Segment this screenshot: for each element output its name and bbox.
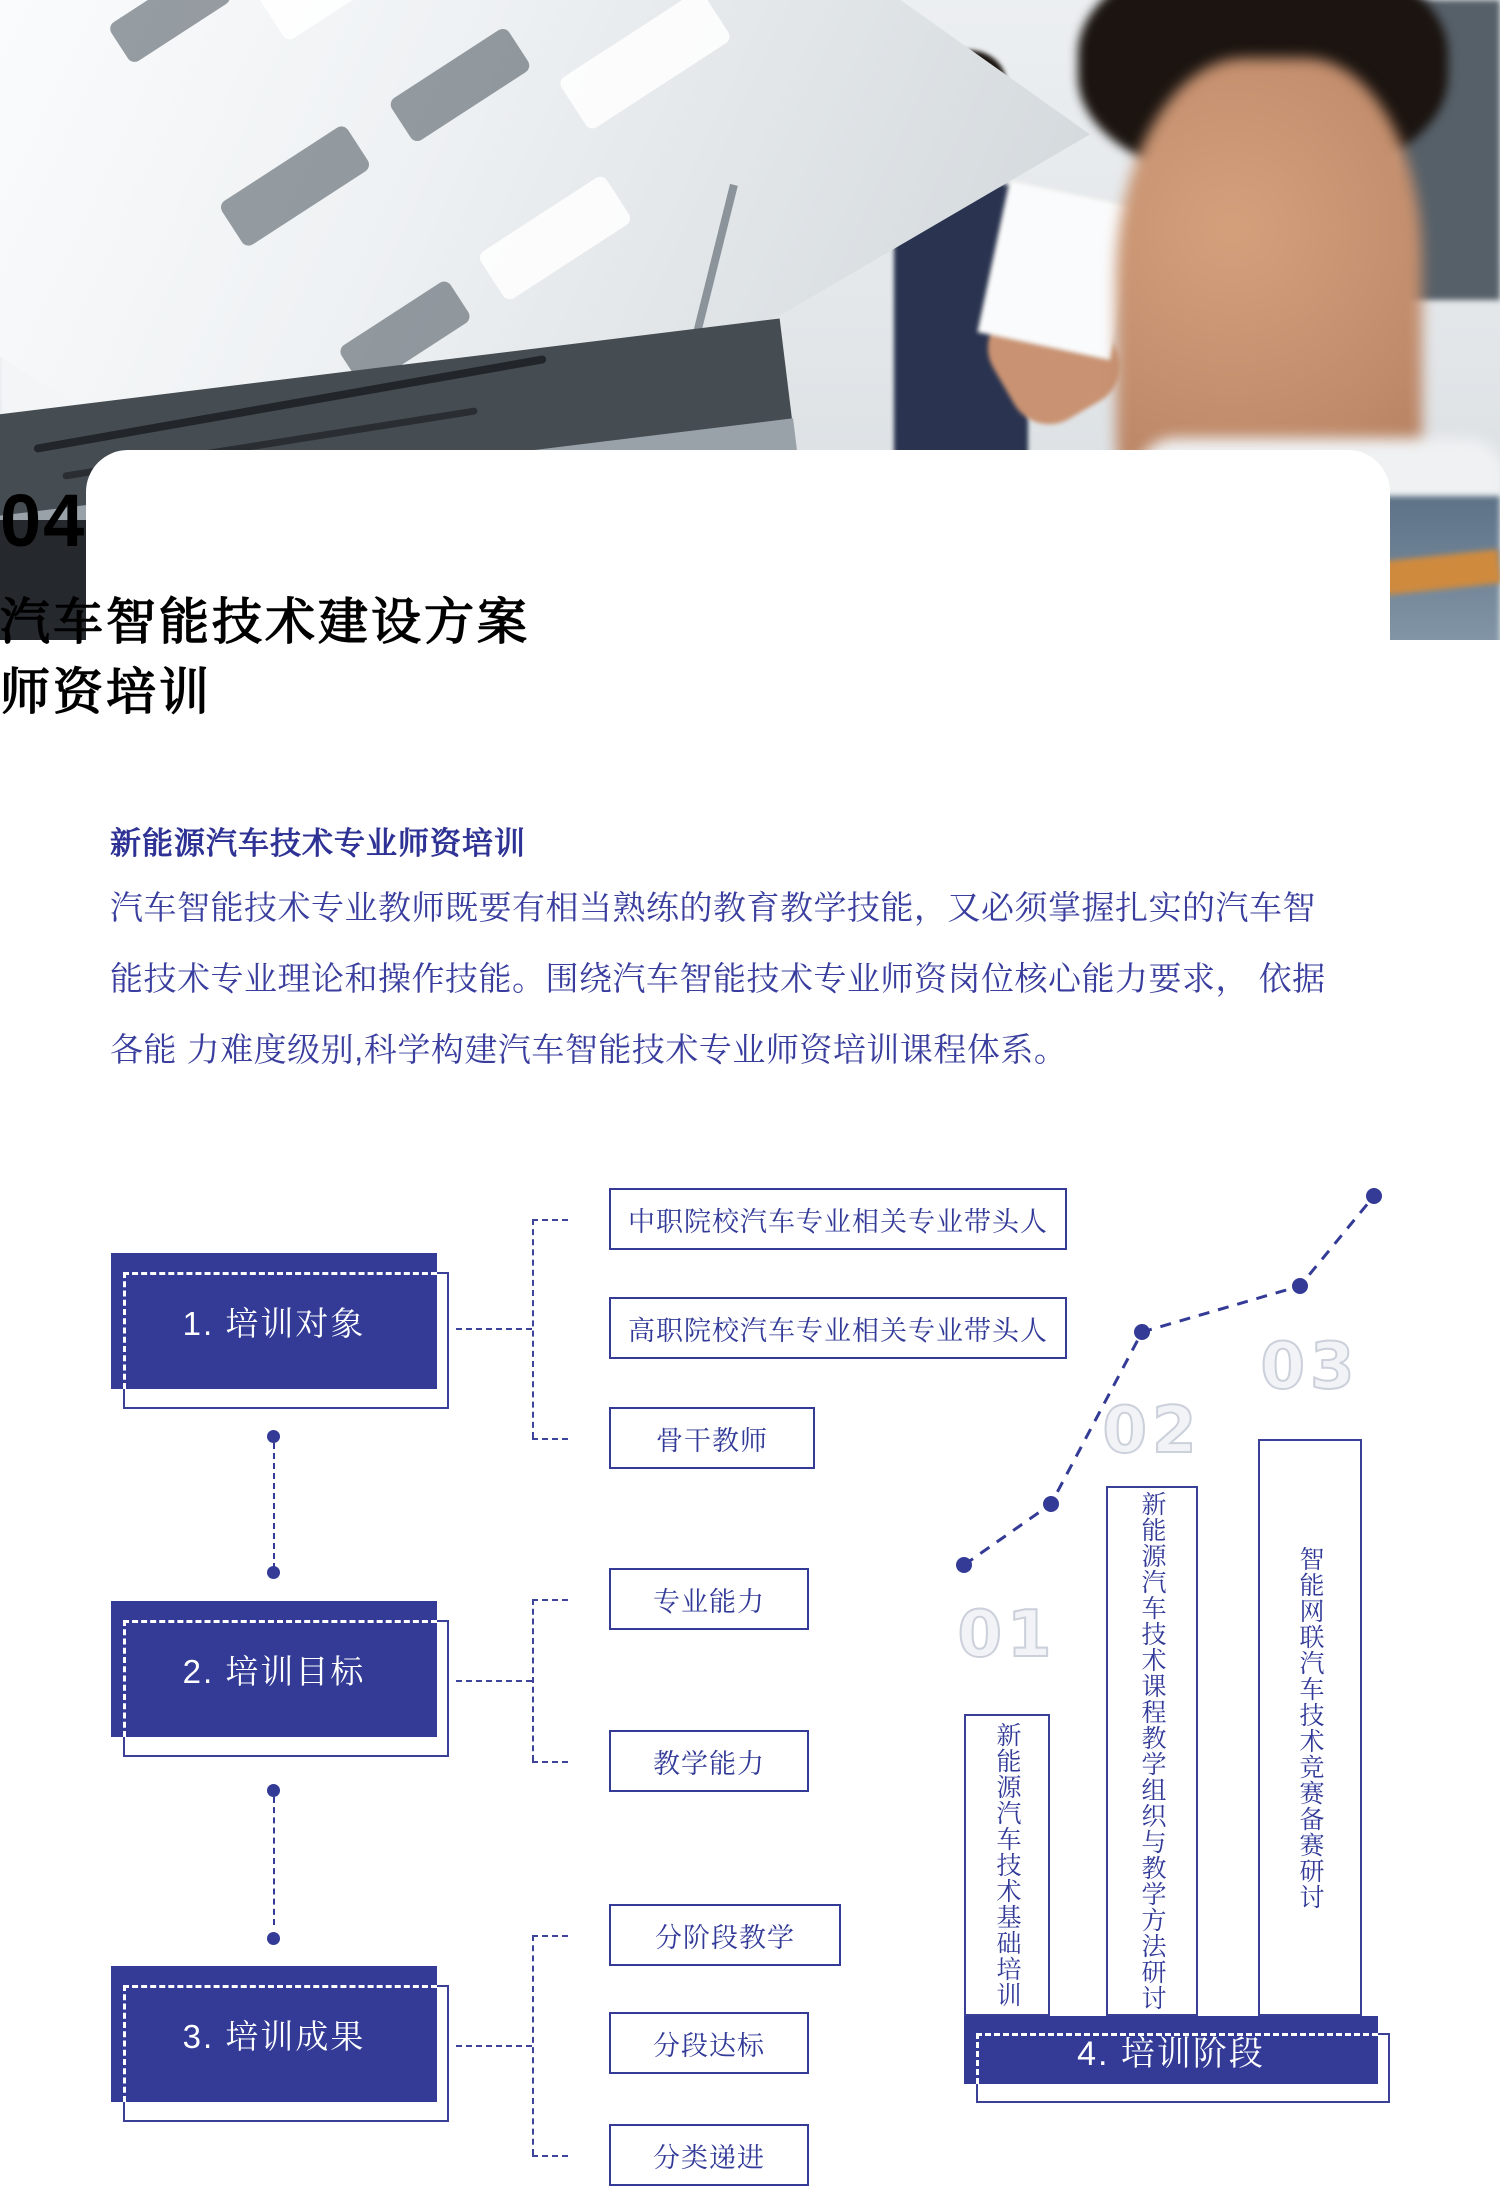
group2-connector-stub-left xyxy=(456,1680,532,1682)
polyline-dot xyxy=(1292,1278,1308,1294)
group2-label: 2. 培训目标 xyxy=(182,1652,366,1690)
page-title-line1: 汽车智能技术建设方案 xyxy=(0,594,530,650)
chain-dot xyxy=(267,1430,280,1443)
polyline-dot xyxy=(956,1557,972,1573)
polyline-dot xyxy=(1043,1496,1059,1512)
polyline-dot xyxy=(1134,1324,1150,1340)
group3-connector-stub-bottom xyxy=(532,2155,568,2157)
stage-bar-3-text: 智能网联汽车技术竞赛备赛研讨 xyxy=(1296,1545,1324,1910)
stage-number-03: 03 xyxy=(1260,1330,1360,1404)
group1-item-2: 高职院校汽车专业相关专业带头人 xyxy=(609,1297,1067,1359)
stage-bar-3 xyxy=(1258,1439,1362,2016)
group2-connector-stub-top xyxy=(532,1599,568,1601)
group2-blue-box xyxy=(111,1601,437,1737)
chain-dashed-line xyxy=(273,1443,275,1569)
photo-hood-slot xyxy=(477,174,633,303)
group3-connector-vertical xyxy=(532,1935,534,2155)
group3-item-1: 分阶段教学 xyxy=(609,1904,841,1966)
photo-hood-slot xyxy=(218,123,372,248)
stage-title-box xyxy=(964,2016,1378,2084)
group1-item-3: 骨干教师 xyxy=(609,1407,815,1469)
group3-item-3: 分类递进 xyxy=(609,2124,809,2186)
stage-bar-1 xyxy=(964,1714,1050,2016)
page-title-line2: 师资培训 xyxy=(0,664,212,720)
chain-dot xyxy=(267,1566,280,1579)
group3-item-2: 分段达标 xyxy=(609,2012,809,2074)
group1-item-1: 中职院校汽车专业相关专业带头人 xyxy=(609,1188,1067,1250)
group2-connector-stub-bottom xyxy=(532,1761,568,1763)
chain-dot xyxy=(267,1784,280,1797)
polyline-dot xyxy=(1366,1188,1382,1204)
photo-hood-slot xyxy=(388,26,533,144)
group3-label: 3. 培训成果 xyxy=(182,2017,366,2055)
photo-hood-slot xyxy=(257,0,413,42)
section-number: 04 xyxy=(0,479,87,562)
stage-bar-2-text: 新能源汽车技术课程教学组织与教学方法研讨 xyxy=(1138,1491,1166,2011)
group3-blue-box xyxy=(111,1966,437,2102)
stage-label: 4. 培训阶段 xyxy=(1077,2034,1265,2073)
chain-dashed-line xyxy=(273,1797,275,1925)
intro-line: 各能 力难度级别,科学构建汽车智能技术专业师资培训课程体系。 xyxy=(110,1031,1068,1068)
group1-connector-vertical xyxy=(532,1219,534,1438)
stage-number-01: 01 xyxy=(957,1598,1057,1672)
intro-paragraph xyxy=(110,872,1402,1085)
stage-bar-2 xyxy=(1106,1486,1198,2016)
group2-item-2: 教学能力 xyxy=(609,1730,809,1792)
group1-connector-stub-bottom xyxy=(532,1438,568,1440)
group2-item-1: 专业能力 xyxy=(609,1568,809,1630)
group1-connector-stub-left xyxy=(456,1328,532,1330)
intro-line: 汽车智能技术专业教师既要有相当熟练的教育教学技能，又必须掌握扎实的汽车智 xyxy=(110,889,1316,926)
group1-title-box xyxy=(111,1253,437,1389)
group2-title-box xyxy=(111,1601,437,1737)
group1-connector-stub-top xyxy=(532,1219,568,1221)
chain-dot xyxy=(267,1932,280,1945)
group1-label: 1. 培训对象 xyxy=(182,1304,366,1342)
group3-title-box xyxy=(111,1966,437,2102)
intro-heading: 新能源汽车技术专业师资培训 xyxy=(110,826,526,861)
stage-number-02: 02 xyxy=(1102,1394,1202,1468)
intro-line: 能技术专业理论和操作技能。围绕汽车智能技术专业师资岗位核心能力要求， 依据 xyxy=(110,960,1326,997)
stage-blue-box xyxy=(964,2016,1378,2084)
photo-hood-slot xyxy=(557,0,732,131)
photo-hood-slot xyxy=(107,0,233,65)
group1-blue-box xyxy=(111,1253,437,1389)
group3-connector-stub-top xyxy=(532,1935,568,1937)
group2-connector-vertical xyxy=(532,1599,534,1761)
group3-connector-stub-left xyxy=(456,2045,532,2047)
stage-bar-1-text: 新能源汽车技术基础培训 xyxy=(993,1722,1021,2008)
